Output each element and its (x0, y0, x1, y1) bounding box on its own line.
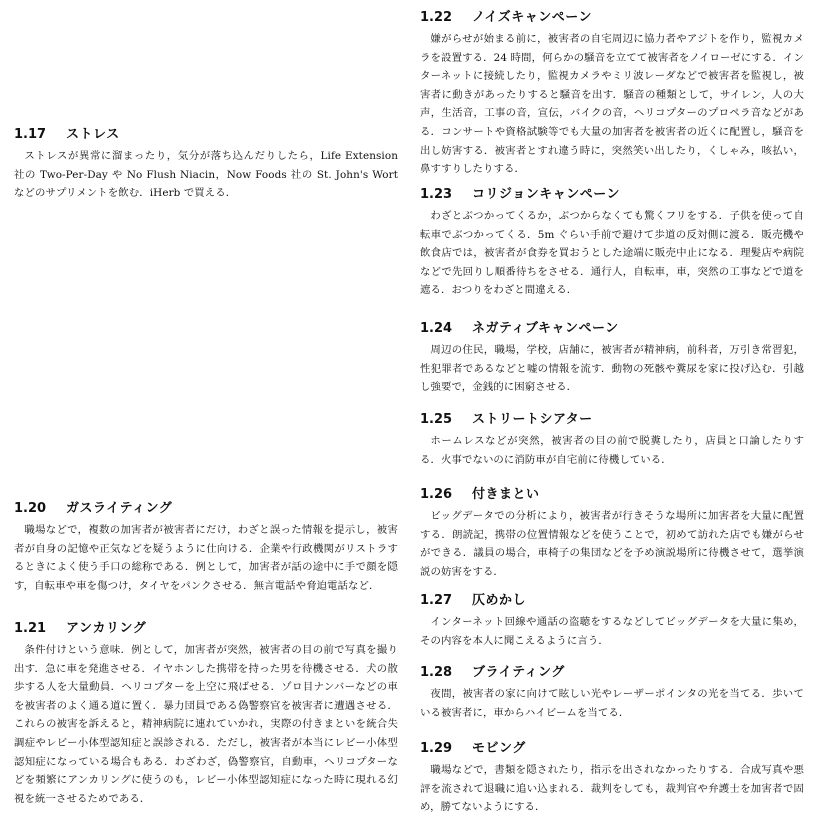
section-1-27 (420, 592, 804, 650)
section-title: 仄めかし (472, 593, 527, 608)
section-body: 条件付けという意味．例として，加害者が突然，被害者の目の前で写真を撮り出す．急に車を発進させる．イヤホンした携帯を持った男を待機させる．犬の散歩する人を大量動員．ヘリコプターを上空に飛ばせる．ゾロ目ナンバーなどの車を被害者のよく通る道に置く．暴力団員である偽警察官を被害者に遭遇させる．これらの被害を訴えると，精神病院に連れていかれ，実際の付きまといを統合失調症やレビー小体型認知症と誤診される．ただし，被害者が本当にレビー小体型認知症になっている場合もある．わざわざ，偽警察官，自動車，ヘリコプターなどを頻繁にアンカリングに使うのも，レビー小体型認知症になった時に現れる幻視を統一させるためである． (14, 644, 398, 805)
section-title: モビング (472, 741, 526, 756)
section-1-26 (420, 486, 804, 581)
section-number: 1.26 (420, 487, 453, 502)
section-heading (420, 740, 804, 758)
section-number: 1.28 (420, 665, 453, 680)
section-heading (420, 592, 804, 610)
section-body: わざとぶつかってくるか，ぶつからなくても驚くフリをする．子供を使って自転車でぶつかってくる．5m ぐらい手前で避けて歩道の反対側に渡る．販売機や飲食店では，被害者が食券を買おうとした途端に販売中止になる．理髪店や病院などで先回りし順番待ちをさせる．通行人，自転車，車，突然の工事などで道を遮る．おつりをわざと間違える． (420, 210, 804, 297)
section-number: 1.22 (420, 10, 453, 25)
section-number: 1.24 (420, 321, 453, 336)
section-title: ネガティブキャンペーン (472, 321, 619, 336)
section-body: ホームレスなどが突然，被害者の目の前で脱糞したり，店員と口論したりする．火事でないのに消防車が自宅前に待機している． (420, 435, 804, 466)
section-body: 夜間，被害者の家に向けて眩しい光やレーザーポインタの光を当てる．歩いている被害者に，車からハイビームを当てる． (420, 688, 804, 719)
section-title: コリジョンキャンペーン (472, 187, 620, 202)
section-heading (420, 320, 804, 338)
section-title: ノイズキャンペーン (472, 10, 592, 25)
section-body: 職場などで，書類を隠されたり，指示を出されなかったりする．合成写真や悪評を流されて退職に追い込まれる．裁判をしても，裁判官や弁護士を加害者で固め，勝てないようにする． (420, 764, 804, 814)
section-heading (420, 411, 804, 429)
section-heading (420, 664, 804, 682)
section-title: アンカリング (66, 621, 147, 636)
section-number: 1.29 (420, 741, 453, 756)
section-1-22 (420, 9, 804, 179)
section-number: 1.23 (420, 187, 453, 202)
section-title: ガスライティング (66, 501, 173, 516)
section-body: 職場などで，複数の加害者が被害者にだけ，わざと誤った情報を提示し，被害者が自身の記憶や正気などを疑うように仕向ける．企業や行政機関がリストラするときによく使う手口の総称である．例として，加害者が話の途中に手で顔を隠す，自転車や車を傷つけ，タイヤをパンクさせる．無言電話や脅迫電話など． (14, 524, 398, 592)
section-1-20 (14, 500, 398, 595)
section-1-25 (420, 411, 804, 469)
section-heading (420, 9, 804, 27)
section-title: ブライティング (472, 665, 565, 680)
section-title: ストレス (66, 127, 120, 142)
section-number: 1.20 (14, 501, 47, 516)
section-heading (420, 186, 804, 204)
section-1-28 (420, 664, 804, 722)
section-number: 1.21 (14, 621, 47, 636)
section-1-21 (14, 620, 398, 808)
section-number: 1.25 (420, 412, 453, 427)
section-title: ストリートシアター (472, 412, 593, 427)
section-heading (14, 620, 398, 638)
section-number: 1.17 (14, 127, 47, 142)
section-body: 周辺の住民，職場，学校，店舗に，被害者が精神病，前科者，万引き常習犯，性犯罪者であるなどと嘘の情報を流す．動物の死骸や糞尿を家に投げ込む．引越し強要で，金銭的に困窮させる． (420, 344, 804, 394)
section-number: 1.27 (420, 593, 453, 608)
section-1-24 (420, 320, 804, 397)
section-body: インターネット回線や通話の盗聴をするなどしてビッグデータを大量に集め，その内容を本人に聞こえるように言う． (420, 616, 804, 647)
section-heading (420, 486, 804, 504)
section-heading (14, 500, 398, 518)
section-1-17 (14, 126, 398, 203)
section-1-23 (420, 186, 804, 300)
section-1-29 (420, 740, 804, 817)
section-body: ストレスが異常に溜まったり，気分が落ち込んだりしたら，Life Extension 社の Two-Per-Day や No Flush Niacin，Now Foods 社の St. John's Wort などのサプリメントを飲む．iHerb で買える． (14, 150, 398, 200)
section-body: 嫌がらせが始まる前に，被害者の自宅周辺に協力者やアジトを作り，監視カメラを設置する．24 時間，何らかの騒音を立てて被害者をノイローゼにする．インターネットに接続したり，監視カメラやミリ波レーダなどで被害者を監視し，被害者に動きがあったりすると騒音を出す．騒音の種類として，サイレン，人の大声，生活音，工事の音，宣伝，バイクの音，ヘリコプターのプロペラ音などがある．コンサートや資格試験等でも大量の加害者を被害者の近くに配置し，騒音を出し妨害する．被害者とすれ違う時に，突然笑い出したり，くしゃみ，咳払い，鼻すすりしたりする． (420, 33, 804, 176)
section-body: ビッグデータでの分析により，被害者が行きそうな場所に加害者を大量に配置する．朗読記，携帯の位置情報などを使うことで，初めて訪れた店でも嫌がらせができる．議員の場合，車椅子の集団などを予め演説場所に待機させて，選挙演説の妨害をする． (420, 510, 804, 578)
section-title: 付きまとい (472, 487, 540, 502)
section-heading (14, 126, 398, 144)
